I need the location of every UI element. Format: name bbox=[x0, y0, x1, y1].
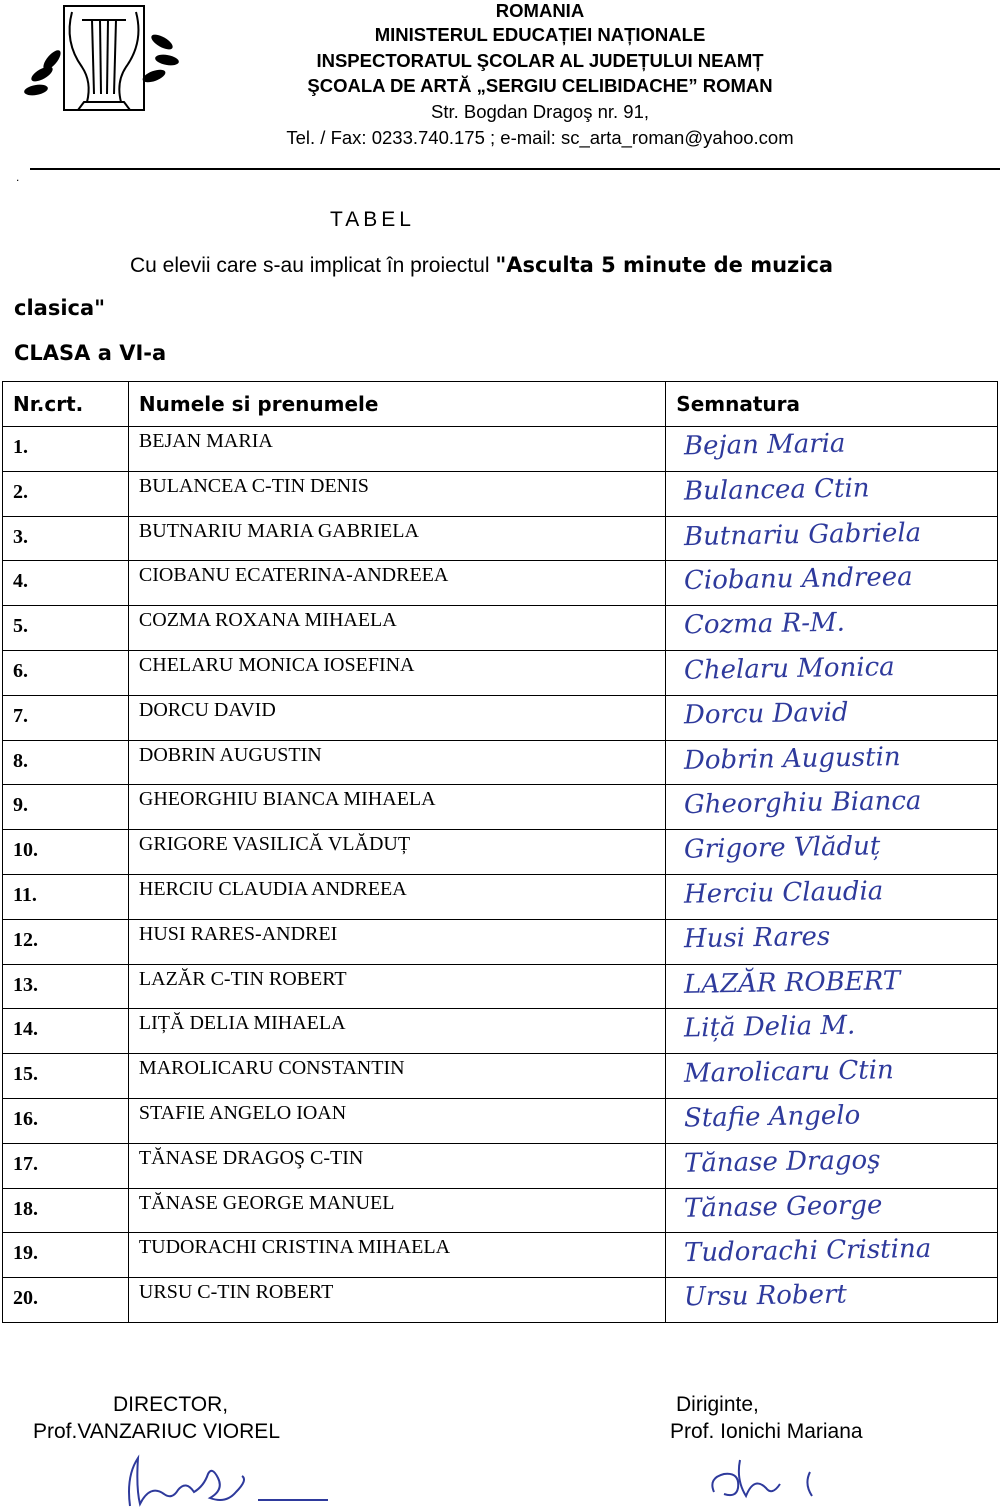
student-name: HUSI RARES-ANDREI bbox=[128, 919, 665, 964]
class-label: CLASA a VI-a bbox=[14, 341, 167, 365]
table-row bbox=[3, 606, 998, 651]
signature-cell bbox=[666, 606, 998, 651]
row-number: 7. bbox=[3, 695, 129, 740]
signature-cell bbox=[666, 561, 998, 606]
project-name-line1: "Asculta 5 minute de muzica bbox=[495, 253, 834, 277]
row-number: 18. bbox=[3, 1188, 129, 1233]
student-signature: Stafie Angelo bbox=[684, 1100, 861, 1134]
header-signature: Semnatura bbox=[666, 382, 998, 427]
student-signature: Dorcu David bbox=[684, 697, 850, 731]
table-row bbox=[3, 740, 998, 785]
row-number: 16. bbox=[3, 1098, 129, 1143]
table-header-row bbox=[3, 382, 998, 427]
director-title: DIRECTOR, bbox=[113, 1393, 229, 1416]
signature-cell bbox=[666, 874, 998, 919]
diriginte-name: Prof. Ionichi Mariana bbox=[670, 1420, 863, 1443]
table-row bbox=[3, 1009, 998, 1054]
director-name: Prof.VANZARIUC VIOREL bbox=[33, 1420, 280, 1443]
row-number: 10. bbox=[3, 830, 129, 875]
student-name: GHEORGHIU BIANCA MIHAELA bbox=[128, 785, 665, 830]
student-signature: Ursu Robert bbox=[684, 1279, 848, 1313]
row-number: 12. bbox=[3, 919, 129, 964]
header-ministry: MINISTERUL EDUCAȚIEI NAȚIONALE bbox=[374, 24, 706, 45]
row-number: 11. bbox=[3, 874, 129, 919]
students-table bbox=[2, 381, 998, 1323]
table-row bbox=[3, 1188, 998, 1233]
student-signature: Dobrin Augustin bbox=[684, 741, 902, 776]
header-country: ROMANIA bbox=[495, 0, 585, 21]
table-row bbox=[3, 427, 998, 472]
signature-cell bbox=[666, 427, 998, 472]
table-row bbox=[3, 471, 998, 516]
student-signature: LAZĂR ROBERT bbox=[684, 965, 901, 1000]
diriginte-signature bbox=[700, 1452, 850, 1507]
student-name: BEJAN MARIA bbox=[128, 427, 665, 472]
table-row bbox=[3, 830, 998, 875]
student-name: LAZĂR C-TIN ROBERT bbox=[128, 964, 665, 1009]
header-nr: Nr.crt. bbox=[3, 382, 129, 427]
row-number: 3. bbox=[3, 516, 129, 561]
student-signature: Tănase George bbox=[684, 1189, 883, 1224]
row-number: 1. bbox=[3, 427, 129, 472]
row-number: 17. bbox=[3, 1143, 129, 1188]
row-number: 9. bbox=[3, 785, 129, 830]
student-name: STAFIE ANGELO IOAN bbox=[128, 1098, 665, 1143]
student-name: COZMA ROXANA MIHAELA bbox=[128, 606, 665, 651]
student-name: DORCU DAVID bbox=[128, 695, 665, 740]
signature-cell bbox=[666, 740, 998, 785]
student-name: MAROLICARU CONSTANTIN bbox=[128, 1054, 665, 1099]
table-row bbox=[3, 1233, 998, 1278]
signature-cell bbox=[666, 1009, 998, 1054]
header-divider bbox=[30, 168, 1000, 170]
project-name-line2: clasica" bbox=[14, 296, 106, 320]
document-title: TABEL bbox=[330, 208, 415, 231]
signature-cell bbox=[666, 471, 998, 516]
row-number: 13. bbox=[3, 964, 129, 1009]
signature-cell bbox=[666, 1233, 998, 1278]
student-signature: Bejan Maria bbox=[684, 428, 846, 462]
row-number: 20. bbox=[3, 1278, 129, 1323]
row-number: 14. bbox=[3, 1009, 129, 1054]
student-name: TĂNASE GEORGE MANUEL bbox=[128, 1188, 665, 1233]
diriginte-title: Diriginte, bbox=[676, 1393, 759, 1416]
signature-cell bbox=[666, 650, 998, 695]
student-signature: Liță Delia M. bbox=[684, 1010, 856, 1044]
row-number: 4. bbox=[3, 561, 129, 606]
signature-cell bbox=[666, 1098, 998, 1143]
student-signature: Cozma R-M. bbox=[684, 607, 846, 641]
row-number: 8. bbox=[3, 740, 129, 785]
student-name: CHELARU MONICA IOSEFINA bbox=[128, 650, 665, 695]
table-row bbox=[3, 919, 998, 964]
header-address: Str. Bogdan Dragoş nr. 91, bbox=[430, 101, 650, 122]
student-signature: Gheorghiu Bianca bbox=[684, 786, 922, 821]
student-name: BUTNARIU MARIA GABRIELA bbox=[128, 516, 665, 561]
student-signature: Tănase Dragoş bbox=[684, 1145, 882, 1179]
student-signature: Herciu Claudia bbox=[684, 876, 884, 910]
stray-dot: . bbox=[16, 170, 20, 184]
row-number: 19. bbox=[3, 1233, 129, 1278]
student-signature: Ciobanu Andreea bbox=[684, 562, 914, 597]
table-row bbox=[3, 964, 998, 1009]
signature-cell bbox=[666, 1188, 998, 1233]
intro-line bbox=[130, 253, 833, 278]
row-number: 2. bbox=[3, 471, 129, 516]
student-name: GRIGORE VASILICĂ VLĂDUȚ bbox=[128, 830, 665, 875]
signature-cell bbox=[666, 1278, 998, 1323]
student-signature: Tudorachi Cristina bbox=[684, 1234, 932, 1269]
signature-cell bbox=[666, 516, 998, 561]
table-row bbox=[3, 1054, 998, 1099]
student-name: LIȚĂ DELIA MIHAELA bbox=[128, 1009, 665, 1054]
student-name: TUDORACHI CRISTINA MIHAELA bbox=[128, 1233, 665, 1278]
student-name: BULANCEA C-TIN DENIS bbox=[128, 471, 665, 516]
student-name: CIOBANU ECATERINA-ANDREEA bbox=[128, 561, 665, 606]
student-signature: Butnariu Gabriela bbox=[684, 517, 922, 552]
signature-cell bbox=[666, 830, 998, 875]
table-row bbox=[3, 785, 998, 830]
signature-cell bbox=[666, 964, 998, 1009]
table-row bbox=[3, 516, 998, 561]
table-row bbox=[3, 1143, 998, 1188]
signature-cell bbox=[666, 695, 998, 740]
student-signature: Husi Rares bbox=[684, 921, 831, 955]
table-row bbox=[3, 650, 998, 695]
student-name: HERCIU CLAUDIA ANDREEA bbox=[128, 874, 665, 919]
director-signature bbox=[118, 1448, 338, 1508]
table-row bbox=[3, 874, 998, 919]
signature-cell bbox=[666, 919, 998, 964]
signature-cell bbox=[666, 785, 998, 830]
table-row bbox=[3, 695, 998, 740]
student-signature: Bulancea Ctin bbox=[684, 473, 871, 507]
row-number: 15. bbox=[3, 1054, 129, 1099]
table-row bbox=[3, 561, 998, 606]
student-signature: Marolicaru Ctin bbox=[684, 1055, 895, 1089]
row-number: 6. bbox=[3, 650, 129, 695]
intro-prefix: Cu elevii care s-au implicat în proiectul bbox=[130, 254, 496, 277]
student-signature: Grigore Vlăduț bbox=[684, 831, 881, 865]
student-signature: Chelaru Monica bbox=[684, 652, 896, 686]
row-number: 5. bbox=[3, 606, 129, 651]
table-row bbox=[3, 1098, 998, 1143]
student-name: TĂNASE DRAGOŞ C-TIN bbox=[128, 1143, 665, 1188]
student-name: URSU C-TIN ROBERT bbox=[128, 1278, 665, 1323]
signature-cell bbox=[666, 1054, 998, 1099]
header-name: Numele si prenumele bbox=[128, 382, 665, 427]
student-name: DOBRIN AUGUSTIN bbox=[128, 740, 665, 785]
signature-cell bbox=[666, 1143, 998, 1188]
header-inspectorate: INSPECTORATUL ŞCOLAR AL JUDEȚULUI NEAMȚ bbox=[316, 50, 764, 71]
header-school: ŞCOALA DE ARTĂ „SERGIU CELIBIDACHE” ROMAN bbox=[307, 75, 773, 96]
header-contact: Tel. / Fax: 0233.740.175 ; e-mail: sc_arta_roman@yahoo.com bbox=[286, 127, 794, 148]
table-row bbox=[3, 1278, 998, 1323]
